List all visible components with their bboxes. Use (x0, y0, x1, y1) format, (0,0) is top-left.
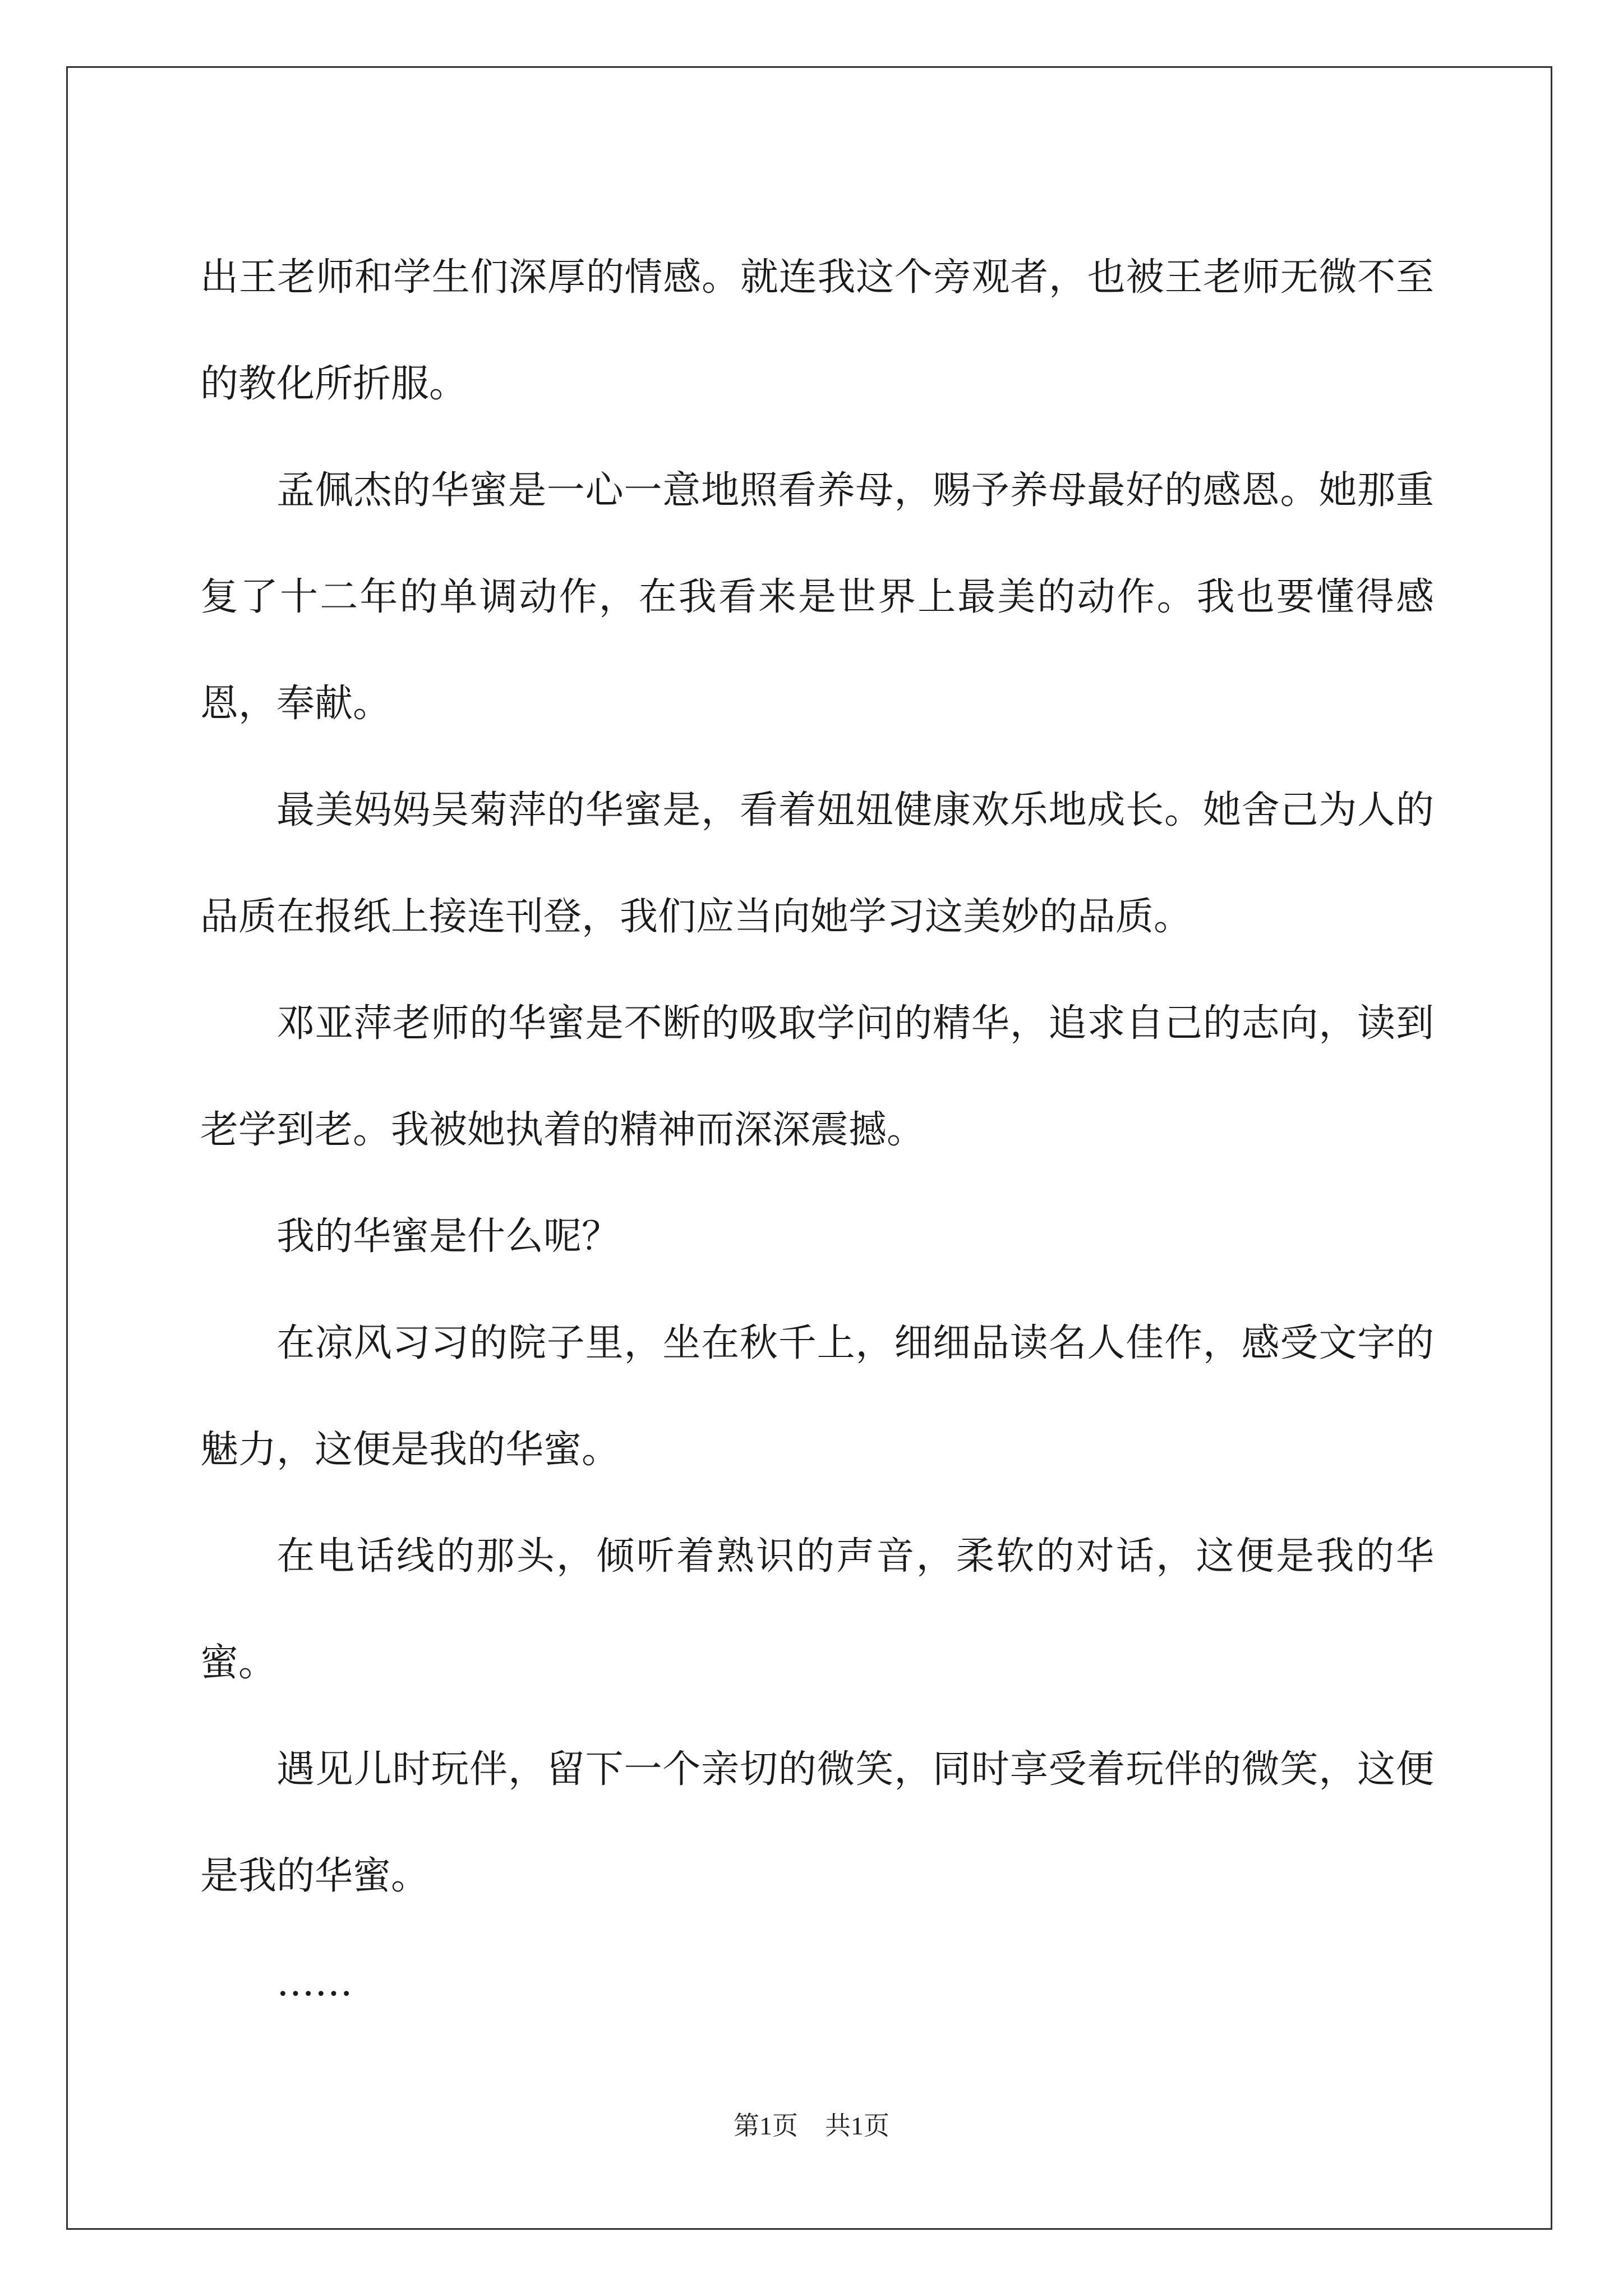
page-total: 共1页 (825, 2111, 889, 2140)
paragraph: 最美妈妈吴菊萍的华蜜是，看着妞妞健康欢乐地成长。她舍己为人的品质在报纸上接连刊登，我们应当向她学习这美妙的品质。 (200, 788, 1434, 939)
paragraph: 孟佩杰的华蜜是一心一意地照看养母，赐予养母最好的感恩。她那重复了十二年的单调动作，在我看来是世界上最美的动作。我也要懂得感恩，奉献。 (200, 468, 1434, 726)
paragraph: 遇见儿时玩伴，留下一个亲切的微笑，同时享受着玩伴的微笑，这便是我的华蜜。 (200, 1747, 1434, 1898)
paragraph: 在凉风习习的院子里，坐在秋千上，细细品读名人佳作，感受文字的魅力，这便是我的华蜜。 (200, 1321, 1434, 1472)
page-footer (0, 2105, 1623, 2142)
page-number: 第1页 (734, 2111, 798, 2140)
paragraph: 我的华蜜是什么呢？ (276, 1214, 620, 1259)
document-body (200, 224, 1434, 2036)
paragraph: …… (276, 1961, 353, 2005)
paragraph: 邓亚萍老师的华蜜是不断的吸取学问的精华，追求自己的志向，读到老学到老。我被她执着的精神而深深震撼。 (200, 1001, 1434, 1152)
paragraph: 在电话线的那头，倾听着熟识的声音，柔软的对话，这便是我的华蜜。 (200, 1534, 1434, 1685)
paragraph: 出王老师和学生们深厚的情感。就连我这个旁观者，也被王老师无微不至的教化所折服。 (200, 255, 1434, 406)
